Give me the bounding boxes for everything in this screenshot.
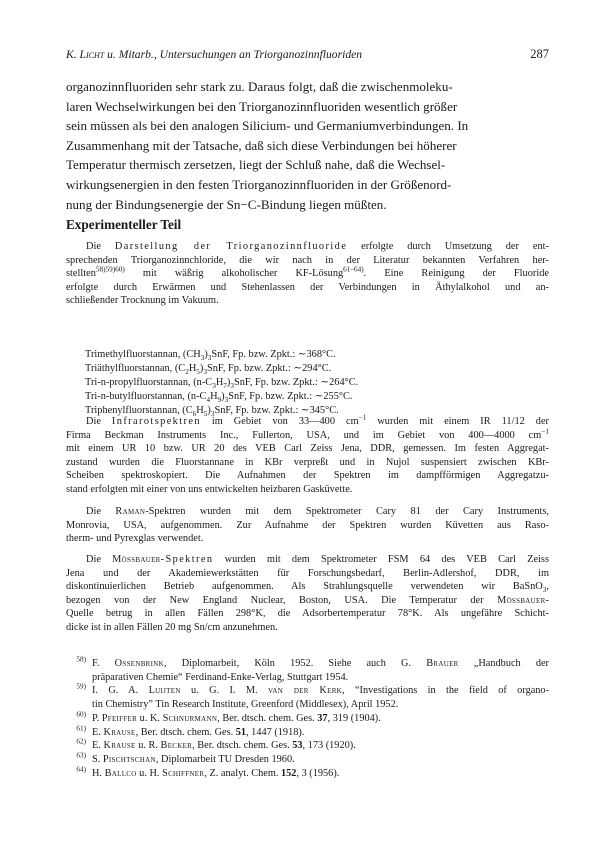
footnote-number: 59): [76, 682, 86, 691]
footnote-text: E. Krause u. R. Becker, Ber. dtsch. chem. Ges. 53, 173 (1920).: [92, 740, 356, 752]
running-header: [66, 47, 549, 62]
paragraph-preparation: Die Darstellung der Triorganozinnfluoride erfolgte durch Umsetzung der ent- sprechenden Triorganozinnchloride, die wir nach in der Literatur bekannten Verfahren her- stellten$^{58)59)60)}$ mit wäßrig alkoholischer KF-Lösung$^{61-64)}$. Eine Reinigung der Fluoride erfolgte durch Erwärmen und Stehenlassen der Verbindungen in Äthylalkohol und an- schließender Trocknung im Vakuum.: [66, 241, 549, 307]
header-author: K. Licht: [66, 48, 105, 61]
reference-marker: 58)59)60): [95, 265, 125, 274]
section-heading: Experimenteller Teil: [66, 217, 182, 232]
intro-line: wirkungsenergien in den festen Triorganozinnfluoriden in der Größenord-: [66, 176, 452, 192]
spaced-term: -Spektren: [160, 554, 214, 565]
intro-line: sein müssen als bei den analogen Silicium- und Germaniumverbindungen. In: [66, 118, 469, 134]
footnote-text: E. Krause, Ber. dtsch. chem. Ges. 51, 1447 (1918).: [92, 726, 305, 738]
compound-list: [85, 348, 358, 418]
intro-line: nung der Bindungsenergie der Sn−C-Bindung liegen müßten.: [66, 196, 387, 212]
footnote-number: 63): [76, 751, 86, 760]
compound-line: Triäthylfluorstannan, $(C_2H_5)_3SnF$, Fp. bzw. Zpkt.: ∼294°C.: [85, 363, 332, 377]
footnote-number: 58): [76, 655, 86, 664]
footnote-number: 64): [76, 765, 86, 774]
footnotes: [66, 657, 549, 780]
page-number: 287: [530, 47, 549, 61]
footnote-number: 60): [76, 710, 86, 719]
paragraph-infrared: Die Infrarotspektren im Gebiet von 33—400 $cm^{-1}$ wurden mit einem IR 11/12 der Firma Beckman Instruments Inc., Fullerton, USA, und im Gebiet von 400—4000 $cm^{-1}$ mit einem UR 10 bzw. UR 20 des VEB Carl Zeiss Jena, DDR, gemessen. Im festen Aggregat- zustand wurden die Fluorstannane in KBr verpreßt und in Nujol suspensiert zwischen KBr- Scheiben spektroskopiert. Die Aufnahmen der Spektren im dampfförmigen Aggregatzu- stand erfolgten mit einer von uns entwickelten heizbaren Gasküvette.: [66, 413, 549, 495]
footnote-text: F. Ossenbrink, Diplomarbeit, Köln 1952. Siehe auch G. Brauer „Handbuch der: [92, 658, 549, 669]
intro-line: Zusammenhang mit der Tatsache, daß sich diese Verbindungen bei höherer: [66, 137, 457, 153]
compound-line: Trimethylfluorstannan, $(CH_3)_3SnF$, Fp. bzw. Zpkt.: ∼368°C.: [85, 349, 336, 363]
intro-line: laren Wechselwirkungen bei den Triorganozinnfluoriden wesentlich größer: [66, 98, 458, 114]
footnote-text: H. Ballco u. H. Schiffner, Z. analyt. Chem. 152, 3 (1956).: [92, 767, 340, 779]
footnote-number: 61): [76, 724, 86, 733]
running-title: [66, 48, 362, 61]
compound-line: Triphenylfluorstannan, $(C_6H_5)_3SnF$, Fp. bzw. Zpkt.: ∼345°C.: [85, 405, 339, 419]
footnote: [66, 739, 549, 753]
footnote-text: P. Pfeiffer u. K. Schnurmann, Ber. dtsch. chem. Ges. 37, 319 (1904).: [92, 712, 381, 724]
intro-line: Temperatur thermisch zersetzen, liegt der Schluß nahe, daß die Wechsel-: [66, 157, 446, 173]
footnote-number: 62): [76, 737, 86, 746]
reference-marker: 61–64): [343, 265, 364, 274]
intro-paragraph: [66, 77, 549, 214]
intro-line: organozinnfluoriden sehr stark zu. Daraus folgt, daß die zwischenmoleku-: [66, 79, 453, 94]
paragraph-moessbauer: Die Mössbauer-Spektren wurden mit dem Spektrometer FSM 64 des VEB Carl Zeiss Jena und der Akademiewerkstätten für Forschungsbedarf, Berlin-Adlershof, DDR, im diskontinuierlichen Betrieb aufgenommen. Als Strahlungsquelle verwendeten wir BaSnO$_3$, bezogen von der New England Nuclear, Boston, USA. Die Temperatur der Mössbauer- Quelle betrug in allen Fällen 298°K, die Adsorbertemperatur 78°K. Als ungefähre Schicht- dicke ist in allen Fällen 20 mg Sn/cm anzunehmen.: [66, 554, 549, 633]
footnote: [66, 726, 549, 740]
footnote: [66, 753, 549, 767]
spaced-term: Darstellung der Triorganozinnfluoride: [114, 241, 348, 252]
footnote: [66, 767, 549, 781]
footnote-continuation: präparativen Chemie“ Ferdinand-Enke-Verlag, Stuttgart 1954.: [92, 671, 349, 683]
compound-line: Tri-n-butylfluorstannan, $(n-C_4H_9)_3SnF$, Fp. bzw. Zpkt.: ∼255°C.: [85, 391, 353, 405]
footnote-text: I. G. A. Luijten u. G. I. M. van der Kerk, “Investigations in the field of organo-: [92, 685, 550, 697]
paragraph-raman: Die Raman-Spektren wurden mit dem Spektrometer Cary 81 der Cary Instruments, Monrovia, USA, aufgenommen. Zur Aufnahme der Spektren wurden Küvetten aus Raso- therm- und Pyrexglas verwendet.: [66, 506, 549, 545]
spaced-term: Infrarotspektren: [111, 416, 201, 427]
footnote: [66, 657, 549, 671]
footnote-text: S. Pischtschan, Diplomarbeit TU Dresden 1960.: [92, 753, 295, 765]
footnote: [66, 712, 549, 726]
compound-line: Tri-n-propylfluorstannan, $(n-C_3H_7)_3SnF$, Fp. bzw. Zpkt.: ∼264°C.: [85, 377, 359, 391]
footnote: [66, 684, 549, 698]
header-title: u. Mitarb., Untersuchungen an Triorganozinnfluoriden: [104, 48, 363, 61]
footnote-continuation: tin Chemistry” Tin Research Institute, Greenford (Middlesex), April 1952.: [92, 699, 399, 711]
